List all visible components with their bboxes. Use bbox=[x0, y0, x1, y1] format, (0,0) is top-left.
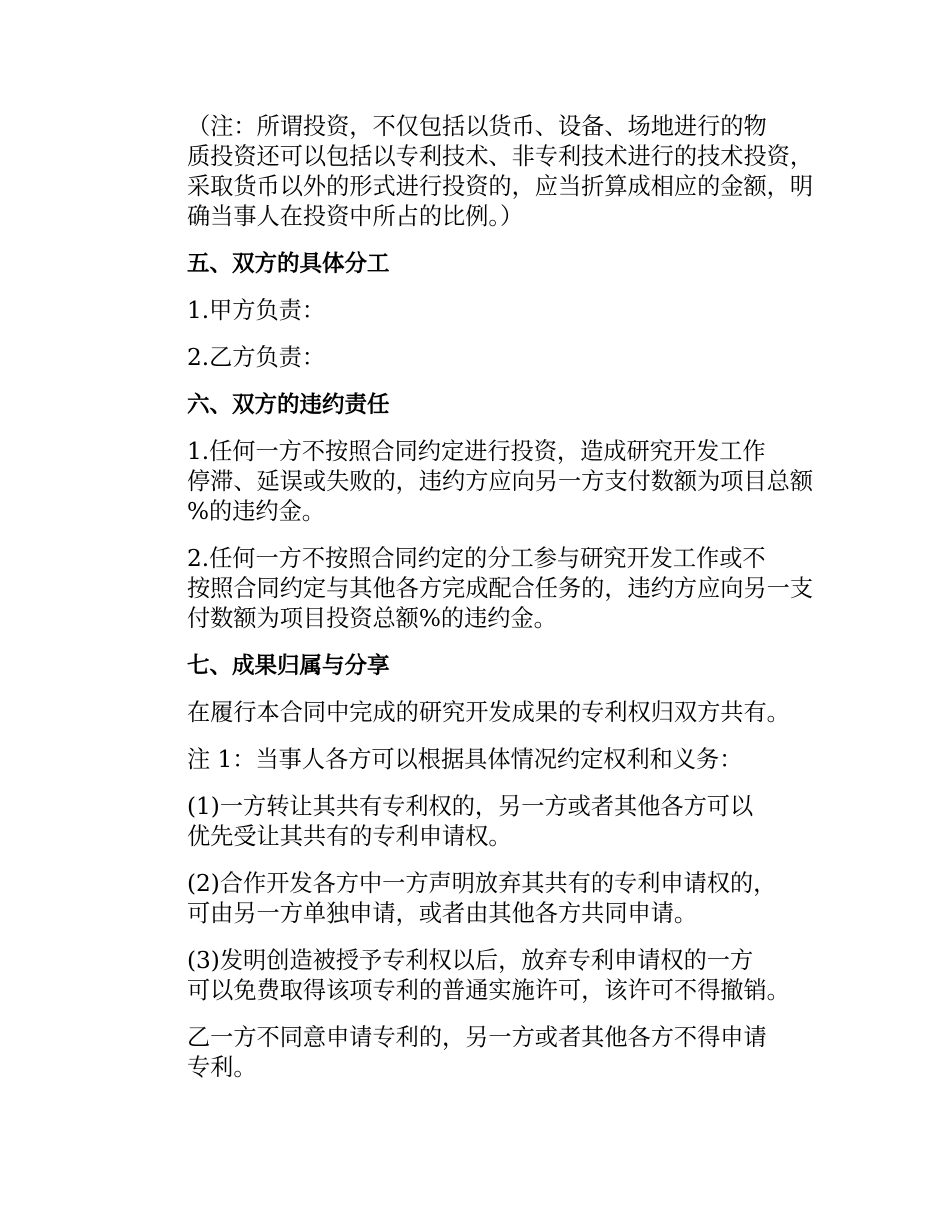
section7-note-1: 注 1：当事人各方可以根据具体情况约定权利和义务： bbox=[187, 746, 743, 773]
section7-ownership: 在履行本合同中完成的研究开发成果的专利权归双方共有。 bbox=[187, 699, 790, 726]
investment-note bbox=[142, 112, 822, 232]
section5-item-party-b: 2.乙方负责： bbox=[187, 344, 326, 371]
text-line: (3)发明创造被授予专利权以后，放弃专利申请权的一方 bbox=[187, 947, 754, 974]
section7-final-paragraph bbox=[142, 1023, 822, 1083]
document-page bbox=[142, 112, 822, 1100]
text-line: 可由另一方单独申请，或者由其他各方共同申请。 bbox=[187, 900, 698, 927]
section6-item-1 bbox=[142, 437, 822, 527]
text-line: 质投资还可以包括以专利技术、非专利技术进行的技术投资， bbox=[187, 143, 814, 170]
text-line: （注：所谓投资，不仅包括以货币、设备、场地进行的物 bbox=[187, 113, 767, 140]
section5-item-party-a: 1.甲方负责： bbox=[187, 297, 326, 324]
text-line: 付数额为项目投资总额%的违约金。 bbox=[187, 605, 557, 632]
section7-clause-2 bbox=[142, 869, 822, 929]
section7-clause-1 bbox=[142, 792, 822, 852]
text-line: 按照合同约定与其他各方完成配合任务的，违约方应向另一支 bbox=[187, 575, 814, 602]
text-line: 乙一方不同意申请专利的，另一方或者其他各方不得申请 bbox=[187, 1024, 767, 1051]
text-line: 可以免费取得该项专利的普通实施许可，该许可不得撤销。 bbox=[187, 977, 790, 1004]
text-line: %的违约金。 bbox=[187, 498, 325, 525]
text-line: 确当事人在投资中所占的比例。） bbox=[187, 203, 524, 230]
section6-item-2 bbox=[142, 544, 822, 634]
text-line: 停滞、延误或失败的，违约方应向另一方支付数额为项目总额 bbox=[187, 468, 814, 495]
text-line: 优先受让其共有的专利申请权。 bbox=[187, 823, 512, 850]
text-line: 1.任何一方不按照合同约定进行投资，造成研究开发工作 bbox=[187, 438, 766, 465]
section7-heading: 七、成果归属与分享 bbox=[187, 653, 390, 679]
text-line: 专利。 bbox=[187, 1054, 257, 1081]
section6-heading: 六、双方的违约责任 bbox=[187, 392, 390, 418]
text-line: 2.任何一方不按照合同约定的分工参与研究开发工作或不 bbox=[187, 545, 766, 572]
section7-clause-3 bbox=[142, 946, 822, 1006]
text-line: (1)一方转让其共有专利权的，另一方或者其他各方可以 bbox=[187, 793, 754, 820]
text-line: 采取货币以外的形式进行投资的，应当折算成相应的金额，明 bbox=[187, 173, 814, 200]
text-line: (2)合作开发各方中一方声明放弃其共有的专利申请权的， bbox=[187, 870, 777, 897]
section5-heading: 五、双方的具体分工 bbox=[187, 251, 390, 277]
